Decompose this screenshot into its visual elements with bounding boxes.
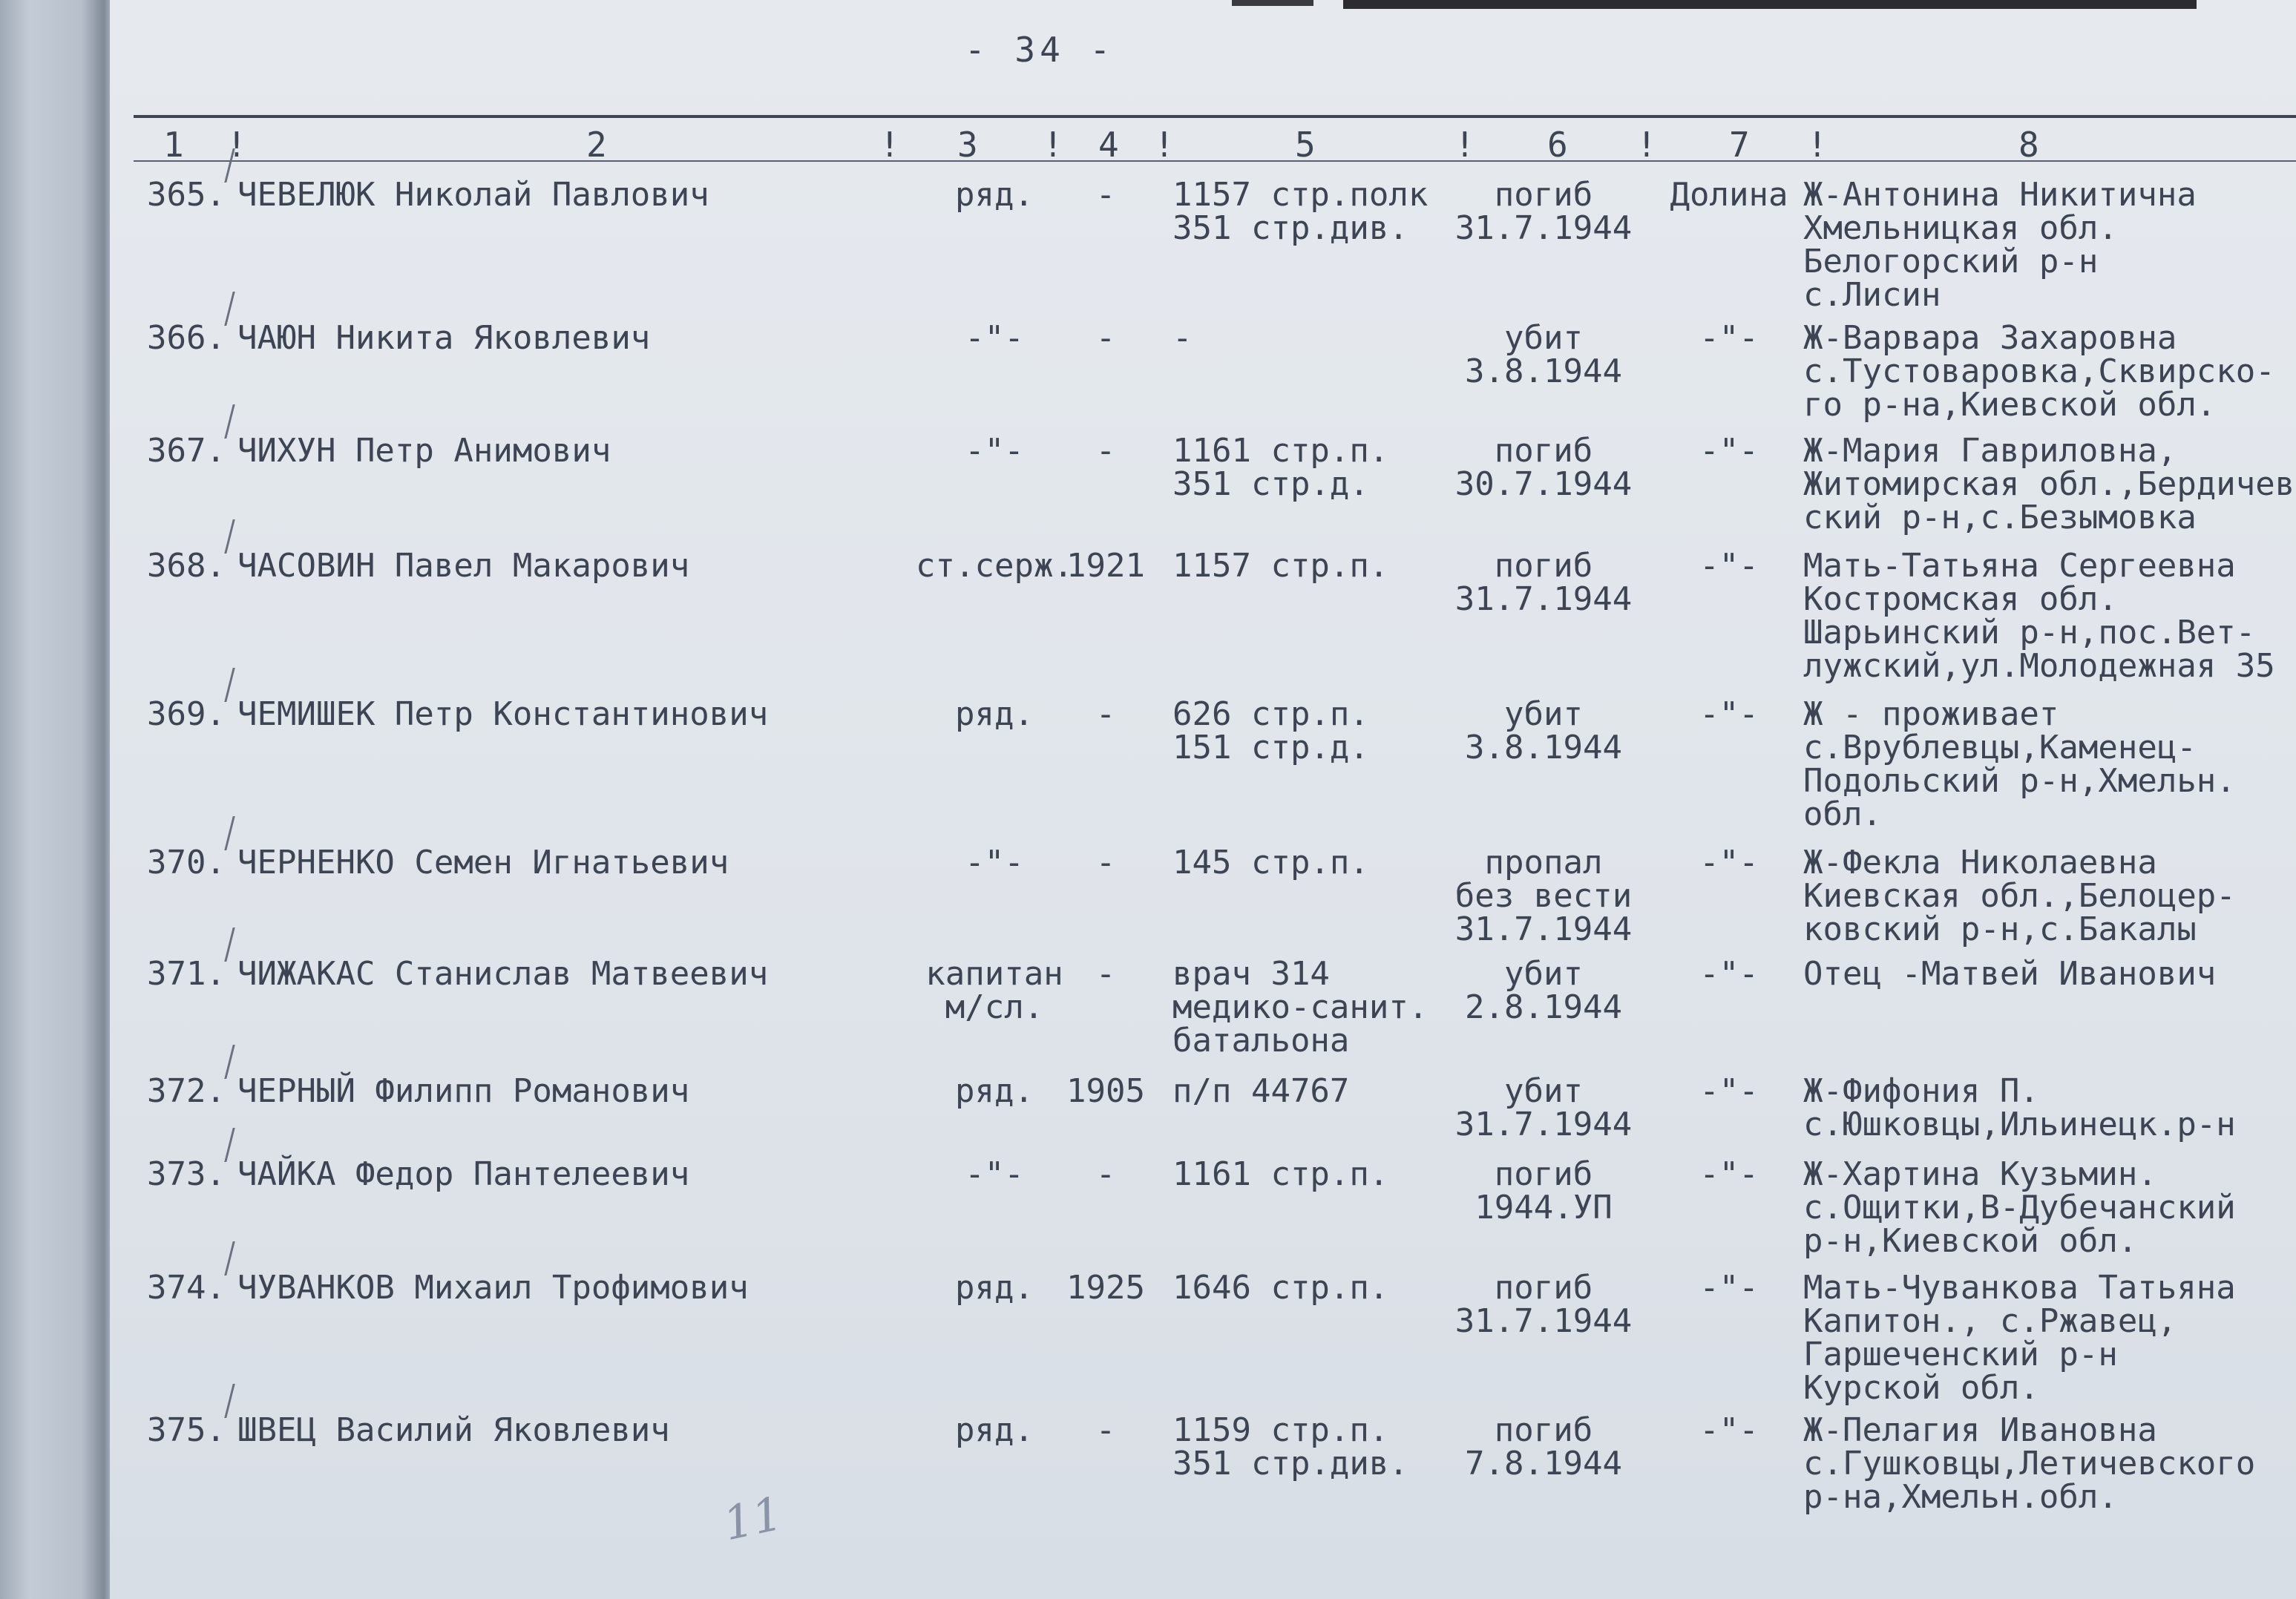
cell-place: -"- [1699, 1411, 1759, 1449]
top-edge-mark [1232, 0, 1313, 6]
cell-year: - [1095, 1411, 1116, 1449]
cell-num: 370. [147, 844, 226, 881]
cell-name: ЧАЮН Никита Яковлевич [237, 319, 651, 357]
cell-name: ЧЕРНЫЙ Филипп Романович [237, 1072, 690, 1110]
cell-name: ЧЕМИШЕК Петр Константинович [237, 695, 769, 733]
cell-unit: 145 стр.п. [1172, 844, 1369, 881]
cell-rank: ряд. [955, 1269, 1034, 1307]
column-header: ! [1454, 125, 1475, 165]
cell-name: ЧЕВЕЛЮК Николай Павлович [237, 176, 709, 214]
cell-rank: -"- [965, 432, 1024, 470]
column-header: 6 [1547, 125, 1568, 165]
column-header: ! [1636, 125, 1657, 165]
cell-relative: Ж-Пелагия Ивановна с.Гушковцы,Летичевского р-на,Хмельн.обл. [1803, 1411, 2256, 1516]
column-header: 8 [2018, 125, 2039, 165]
cell-year: - [1095, 319, 1116, 357]
cell-num: 371. [147, 955, 226, 993]
column-header: 4 [1098, 125, 1119, 165]
cell-rank: ряд. [955, 1411, 1034, 1449]
cell-place: -"- [1699, 844, 1759, 881]
cell-name: ЧИХУН Петр Анимович [237, 432, 611, 470]
cell-fate: погиб 31.7.1944 [1454, 176, 1633, 247]
cell-num: 367. [147, 432, 226, 470]
cell-rank: ст.серж. [916, 547, 1073, 585]
margin-note: 11 [718, 1485, 787, 1552]
cell-place: -"- [1699, 1072, 1759, 1110]
cell-year: - [1095, 176, 1116, 214]
cell-num: 375. [147, 1411, 226, 1449]
cell-num: 368. [147, 547, 226, 585]
cell-relative: Ж-Варвара Захаровна с.Тустоваровка,Сквирско- го р-на,Киевской обл. [1803, 319, 2275, 424]
cell-rank: капитан м/сл. [925, 955, 1063, 1026]
cell-year: 1925 [1066, 1269, 1145, 1307]
cell-place: -"- [1699, 1269, 1759, 1307]
table-top-rule [134, 115, 2296, 118]
cell-fate: пропал без вести 31.7.1944 [1454, 844, 1633, 948]
cell-fate: погиб 7.8.1944 [1465, 1411, 1622, 1483]
cell-place: -"- [1699, 1155, 1759, 1193]
cell-rank: -"- [965, 319, 1024, 357]
cell-relative: Ж-Фифония П. с.Юшковцы,Ильинецк.р-н [1803, 1072, 2236, 1143]
column-header: ! [879, 125, 900, 165]
cell-rank: -"- [965, 1155, 1024, 1193]
cell-year: - [1095, 955, 1116, 993]
cell-fate: погиб 1944.УП [1475, 1155, 1613, 1227]
cell-unit: - [1172, 319, 1193, 357]
column-header: ! [226, 125, 247, 165]
column-header: ! [1154, 125, 1175, 165]
cell-unit: 1157 стр.полк 351 стр.див. [1172, 176, 1429, 247]
cell-fate: убит 31.7.1944 [1454, 1072, 1633, 1143]
cell-place: Долина [1670, 176, 1788, 214]
cell-unit: 1159 стр.п. 351 стр.див. [1172, 1411, 1408, 1483]
cell-unit: 1157 стр.п. [1172, 547, 1389, 585]
column-header: ! [1043, 125, 1063, 165]
cell-relative: Ж-Фекла Николаевна Киевская обл.,Белоцер- ковский р-н,с.Бакалы [1803, 844, 2236, 948]
cell-place: -"- [1699, 955, 1759, 993]
column-header: 3 [957, 125, 978, 165]
cell-fate: погиб 31.7.1944 [1454, 1269, 1633, 1340]
cell-rank: ряд. [955, 176, 1034, 214]
cell-name: ЧЕРНЕНКО Семен Игнатьевич [237, 844, 729, 881]
cell-place: -"- [1699, 432, 1759, 470]
cell-relative: Ж-Антонина Никитична Хмельницкая обл. Белогорский р-н с.Лисин [1803, 176, 2197, 314]
cell-unit: 1646 стр.п. [1172, 1269, 1389, 1307]
cell-year: 1905 [1066, 1072, 1145, 1110]
cell-num: 373. [147, 1155, 226, 1193]
column-header: 5 [1295, 125, 1316, 165]
cell-num: 369. [147, 695, 226, 733]
cell-name: ЧАСОВИН Павел Макарович [237, 547, 690, 585]
column-header: 2 [586, 125, 607, 165]
cell-relative: Мать-Татьяна Сергеевна Костромская обл. Шарьинский р-н,пос.Вет- лужский,ул.Молодежная 35 [1803, 547, 2275, 685]
cell-num: 372. [147, 1072, 226, 1110]
cell-num: 374. [147, 1269, 226, 1307]
table-header-rule [134, 160, 2296, 162]
cell-relative: Ж-Хартина Кузьмин. с.Ощитки,В-Дубечанский р-н,Киевской обл. [1803, 1155, 2236, 1260]
cell-unit: врач 314 медико-санит. батальона [1172, 955, 1429, 1060]
cell-place: -"- [1699, 547, 1759, 585]
cell-name: ЧУВАНКОВ Михаил Трофимович [237, 1269, 749, 1307]
cell-rank: ряд. [955, 1072, 1034, 1110]
cell-relative: Ж-Мария Гавриловна, Житомирская обл.,Бердичев ский р-н,с.Безымовка [1803, 432, 2295, 536]
cell-fate: убит 3.8.1944 [1465, 695, 1622, 766]
cell-unit: 626 стр.п. 151 стр.д. [1172, 695, 1369, 766]
cell-fate: убит 2.8.1944 [1465, 955, 1622, 1026]
cell-name: ШВЕЦ Василий Яковлевич [237, 1411, 670, 1449]
column-header: 1 [163, 125, 184, 165]
book-spine [0, 0, 111, 1599]
cell-year: 1921 [1066, 547, 1145, 585]
cell-relative: Мать-Чуванкова Татьяна Капитон., с.Ржавец, Гаршеченский р-н Курской обл. [1803, 1269, 2236, 1407]
cell-unit: 1161 стр.п. [1172, 1155, 1389, 1193]
cell-year: - [1095, 432, 1116, 470]
cell-year: - [1095, 844, 1116, 881]
top-edge-strip [1343, 0, 2197, 9]
cell-rank: -"- [965, 844, 1024, 881]
cell-num: 366. [147, 319, 226, 357]
cell-place: -"- [1699, 319, 1759, 357]
cell-place: -"- [1699, 695, 1759, 733]
cell-name: ЧИЖАКАС Станислав Матвеевич [237, 955, 769, 993]
page-number: - 34 - [965, 30, 1115, 70]
cell-relative: Ж - проживает с.Врублевцы,Каменец- Подольский р-н,Хмельн. обл. [1803, 695, 2236, 833]
cell-name: ЧАЙКА Федор Пантелеевич [237, 1155, 690, 1193]
cell-unit: п/п 44767 [1172, 1072, 1350, 1110]
cell-year: - [1095, 1155, 1116, 1193]
column-header: 7 [1729, 125, 1750, 165]
cell-fate: погиб 30.7.1944 [1454, 432, 1633, 503]
cell-fate: убит 3.8.1944 [1465, 319, 1622, 390]
cell-year: - [1095, 695, 1116, 733]
cell-unit: 1161 стр.п. 351 стр.д. [1172, 432, 1389, 503]
column-header: ! [1807, 125, 1828, 165]
cell-fate: погиб 31.7.1944 [1454, 547, 1633, 618]
cell-relative: Отец -Матвей Иванович [1803, 955, 2217, 993]
cell-num: 365. [147, 176, 226, 214]
cell-rank: ряд. [955, 695, 1034, 733]
